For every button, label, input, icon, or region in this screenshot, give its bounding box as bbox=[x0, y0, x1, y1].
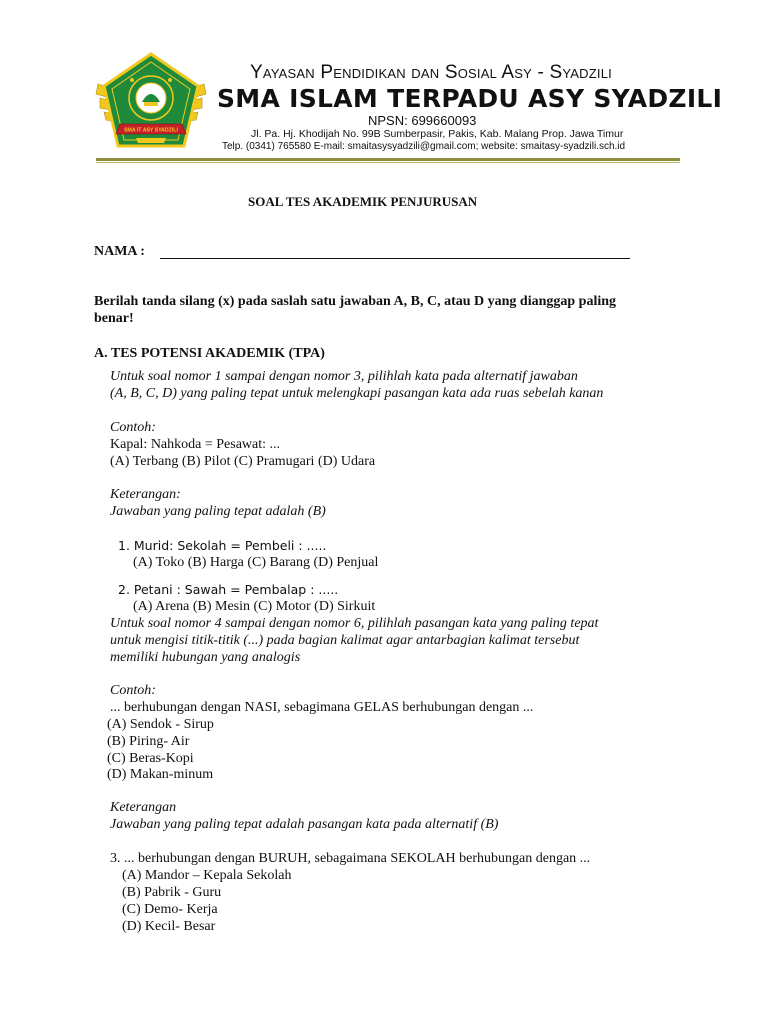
intro2-line-2: untuk mengisi titik-titik (...) pada bagian kalimat agar antarbagian kalimat tersebut bbox=[110, 633, 580, 648]
explanation1-text: Jawaban yang paling tepat adalah (B) bbox=[110, 504, 326, 519]
question-1: 1. Murid: Sekolah = Pembeli : ..... bbox=[118, 538, 327, 553]
document-title: SOAL TES AKADEMIK PENJURUSAN bbox=[248, 194, 478, 209]
logo-ribbon-text: SMA IT ASY SYADZILI bbox=[124, 127, 178, 134]
question-3-option-d[interactable]: (D) Kecil- Besar bbox=[122, 919, 216, 934]
school-name: SMA ISLAM TERPADU ASY SYADZILI bbox=[217, 84, 723, 113]
intro1-line-2: (A, B, C, D) yang paling tepat untuk melengkapi pasangan kata ada ruas sebelah kanan bbox=[110, 386, 604, 401]
question-3-option-b[interactable]: (B) Pabrik - Guru bbox=[122, 885, 222, 900]
school-address: Jl. Pa. Hj. Khodijah No. 99B Sumberpasir, Pakis, Kab. Malang Prop. Jawa Timur bbox=[251, 128, 624, 140]
question-3-option-a[interactable]: (A) Mandor – Kepala Sekolah bbox=[122, 868, 292, 883]
letterhead-divider bbox=[96, 158, 680, 163]
explanation2-label: Keterangan bbox=[110, 800, 177, 815]
example1-label: Contoh: bbox=[110, 420, 156, 435]
question-2-options[interactable]: (A) Arena (B) Mesin (C) Motor (D) Sirkuit bbox=[133, 599, 376, 614]
question-3: 3. ... berhubungan dengan BURUH, sebagaimana SEKOLAH berhubungan dengan ... bbox=[110, 851, 591, 866]
section-a-heading: A. TES POTENSI AKADEMIK (TPA) bbox=[94, 346, 325, 361]
name-answer-line[interactable] bbox=[160, 258, 630, 259]
intro2-line-3: memiliki hubungan yang analogis bbox=[110, 650, 301, 665]
intro1-line-1: Untuk soal nomor 1 sampai dengan nomor 3, pilihlah kata pada alternatif jawaban bbox=[110, 369, 578, 384]
foundation-name: Yayasan Pendidikan dan Sosial Asy - Syadzili bbox=[250, 62, 612, 83]
name-label: NAMA : bbox=[94, 244, 145, 259]
example1-question: Kapal: Nahkoda = Pesawat: ... bbox=[110, 437, 281, 452]
example2-question: ... berhubungan dengan NASI, sebagimana GELAS berhubungan dengan ... bbox=[110, 700, 534, 715]
explanation1-label: Keterangan: bbox=[110, 487, 181, 502]
question-1-options[interactable]: (A) Toko (B) Harga (C) Barang (D) Penjual bbox=[133, 555, 379, 570]
instruction-line-2: benar! bbox=[94, 311, 134, 326]
example2-option-a: (A) Sendok - Sirup bbox=[107, 717, 214, 732]
example2-option-b: (B) Piring- Air bbox=[107, 734, 190, 749]
example1-options: (A) Terbang (B) Pilot (C) Pramugari (D) Udara bbox=[110, 454, 376, 469]
intro2-line-1: Untuk soal nomor 4 sampai dengan nomor 6, pilihlah pasangan kata yang paling tepat bbox=[110, 616, 599, 631]
school-npsn: NPSN: 699660093 bbox=[368, 113, 477, 128]
explanation2-text: Jawaban yang paling tepat adalah pasangan kata pada alternatif (B) bbox=[110, 817, 499, 832]
example2-label: Contoh: bbox=[110, 683, 156, 698]
instruction-line-1: Berilah tanda silang (x) pada saslah satu jawaban A, B, C, atau D yang dianggap paling bbox=[94, 294, 617, 309]
school-contact: Telp. (0341) 765580 E-mail: smaitasysyadzili@gmail.com; website: smaitasy-syadzili.sch.id bbox=[222, 141, 626, 152]
example2-option-c: (C) Beras-Kopi bbox=[107, 751, 194, 766]
question-2: 2. Petani : Sawah = Pembalap : ..... bbox=[118, 582, 339, 597]
example2-option-d: (D) Makan-minum bbox=[107, 767, 214, 782]
question-3-option-c[interactable]: (C) Demo- Kerja bbox=[122, 902, 218, 917]
school-logo bbox=[92, 50, 210, 158]
